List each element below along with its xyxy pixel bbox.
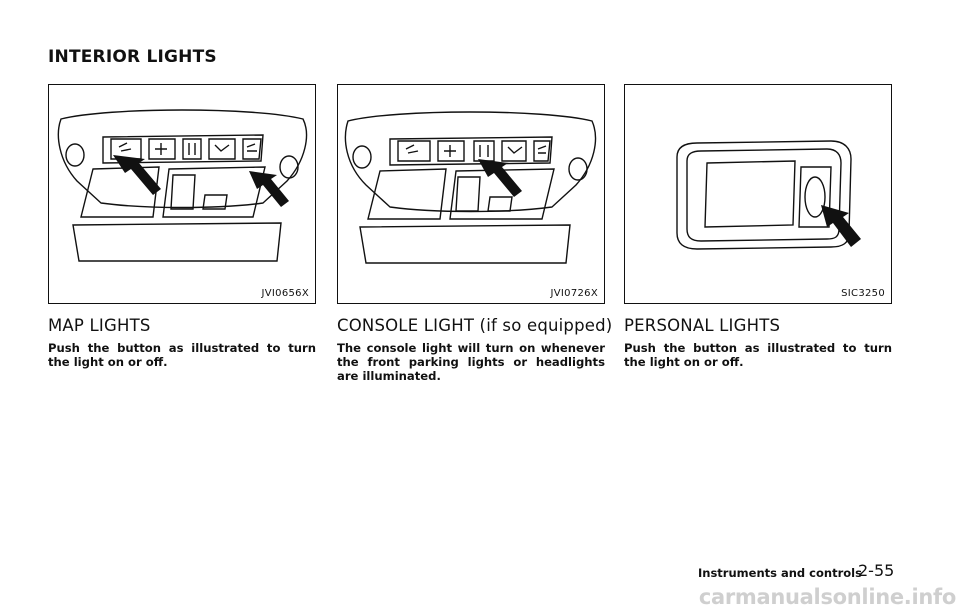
map-lights-illustration [48, 84, 316, 304]
figure-code: JVI0656X [261, 288, 309, 299]
personal-lights-illustration [624, 84, 892, 304]
page-heading: INTERIOR LIGHTS [48, 47, 217, 67]
section-console-light [337, 84, 613, 383]
section-title: MAP LIGHTS [48, 316, 151, 335]
section-body: Push the button as illustrated to turn the light on or off. [624, 341, 892, 369]
figure-code: SIC3250 [841, 288, 885, 299]
section-body: The console light will turn on whenever the front parking lights or headlights are illuminated. [337, 341, 605, 383]
section-title: PERSONAL LIGHTS [624, 316, 781, 335]
section-body: Push the button as illustrated to turn the light on or off. [48, 341, 316, 369]
console-light-illustration [337, 84, 605, 304]
footer-chapter: Instruments and controls [698, 566, 862, 580]
overhead-console-drawing [338, 85, 604, 303]
section-title: CONSOLE LIGHT (if so equipped) [337, 316, 613, 335]
section-personal-lights [624, 84, 892, 369]
figure-code: JVI0726X [550, 288, 598, 299]
watermark: carmanualsonline.info [698, 585, 956, 609]
overhead-console-drawing [49, 85, 315, 303]
footer-page-number: 2-55 [858, 561, 895, 580]
personal-light-drawing [625, 85, 891, 303]
section-map-lights [48, 84, 316, 369]
